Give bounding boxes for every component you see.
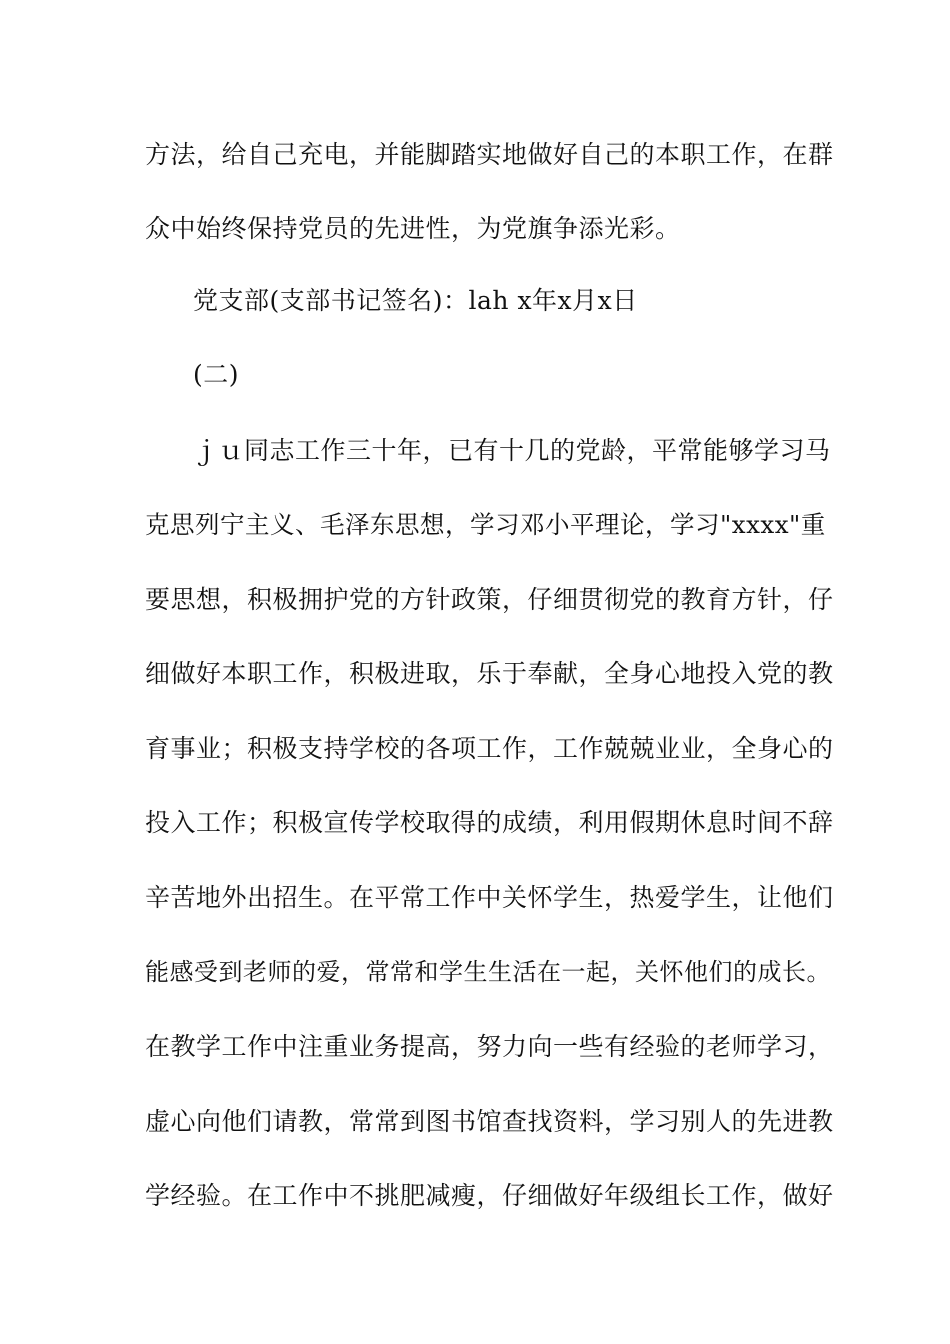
paragraph-line-9: 育事业；积极支持学校的各项工作，工作兢兢业业，全身心的 [145,734,834,763]
paragraph-line-14: 虚心向他们请教，常常到图书馆查找资料，学习别人的先进教 [145,1107,834,1136]
paragraph-line-1: 方法，给自己充电，并能脚踏实地做好自己的本职工作，在群 [145,140,834,169]
paragraph-line-2: 众中始终保持党员的先进性，为党旗争添光彩。 [145,214,681,243]
paragraph-line-11: 辛苦地外出招生。在平常工作中关怀学生，热爱学生，让他们 [145,883,834,912]
paragraph-line-12: 能感受到老师的爱，常常和学生生活在一起，关怀他们的成长。 [145,958,831,986]
paragraph-line-13: 在教学工作中注重业务提高，努力向一些有经验的老师学习， [145,1032,834,1061]
signature-line: 党支部(支部书记签名)：lah x年x月x日 [193,286,638,315]
paragraph-line-5: ｊｕ同志工作三十年，已有十几的党龄，平常能够学习马 [193,436,831,465]
paragraph-line-8: 细做好本职工作，积极进取，乐于奉献，全身心地投入党的教 [145,659,834,688]
paragraph-line-15: 学经验。在工作中不挑肥减瘦，仔细做好年级组长工作，做好 [145,1181,834,1210]
paragraph-line-10: 投入工作；积极宣传学校取得的成绩，利用假期休息时间不辞 [145,808,834,837]
paragraph-line-6: 克思列宁主义、毛泽东思想，学习邓小平理论，学习"xxxx"重 [145,510,826,539]
paragraph-line-7: 要思想，积极拥护党的方针政策，仔细贯彻党的教育方针，仔 [145,585,834,614]
section-number: (二) [193,360,240,389]
